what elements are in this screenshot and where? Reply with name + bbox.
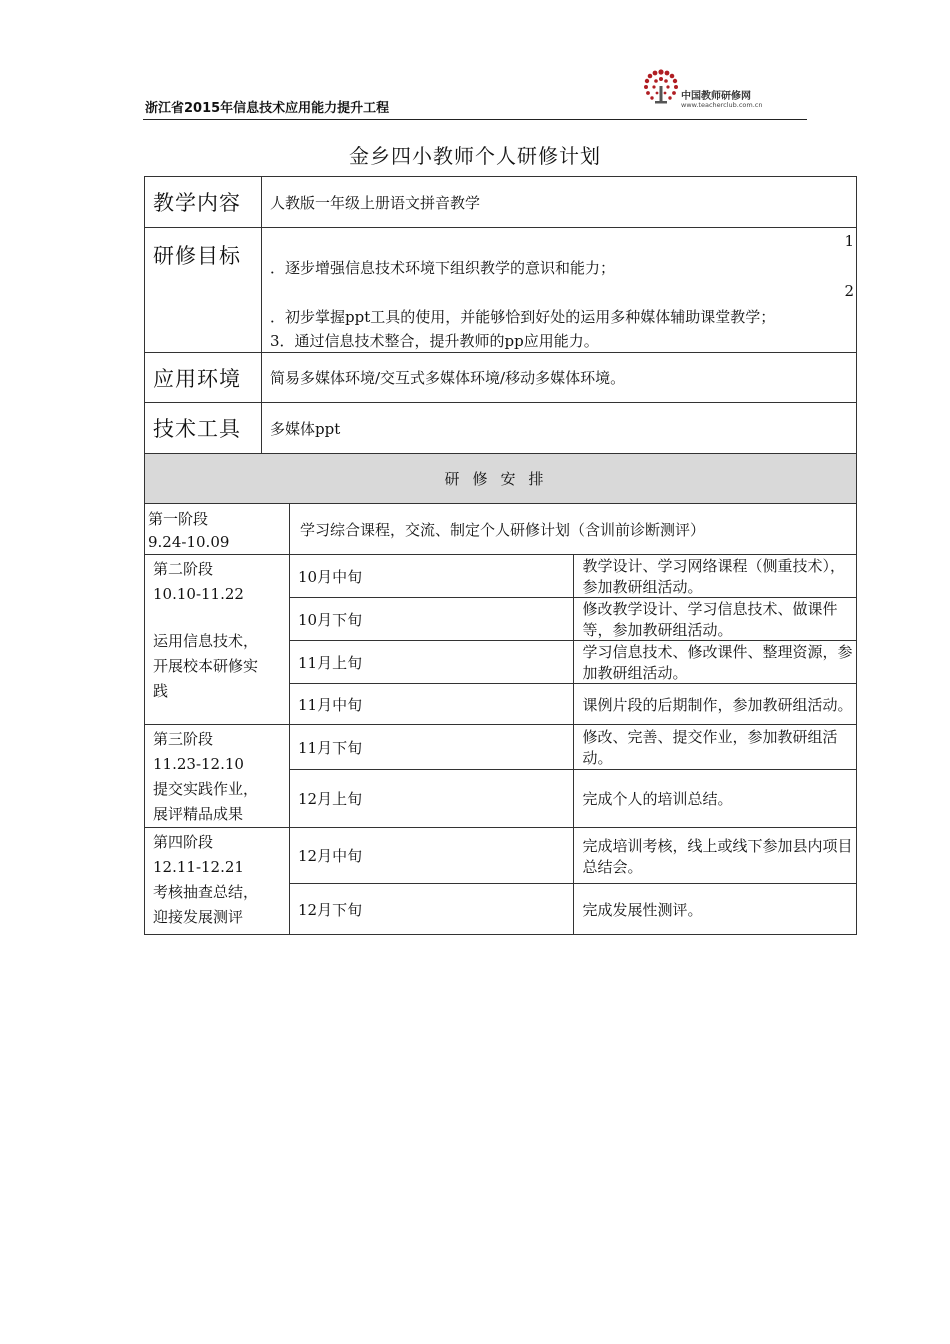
schedule-heading-row xyxy=(145,454,857,504)
environment-row xyxy=(145,353,857,403)
stage-1-name: 第一阶段 xyxy=(148,510,209,528)
goal-item: ．初步掌握ppt工具的使用，并能够恰到好处的运用多种媒体辅助课堂教学； xyxy=(270,308,776,326)
stage-2-dates: 10.10-11.22 xyxy=(153,585,244,603)
header-divider xyxy=(143,119,807,120)
tool-label: 技术工具 xyxy=(145,403,262,454)
stage-3-name: 第三阶段 xyxy=(153,730,214,748)
stage-3-cell xyxy=(145,725,290,828)
period: 12月中旬 xyxy=(290,828,574,884)
stage-3-desc: 提交实践作业， xyxy=(153,780,259,798)
stage-4-desc: 迎接发展测评 xyxy=(153,908,244,926)
header-title: 浙江省2015年信息技术应用能力提升工程 xyxy=(145,101,390,116)
plan-info-table xyxy=(144,176,857,504)
schedule-heading: 研修安排 xyxy=(145,454,857,504)
goal-number: 2 xyxy=(844,282,854,300)
period: 10月中旬 xyxy=(290,555,574,598)
stage-4-cell xyxy=(145,828,290,935)
period: 11月中旬 xyxy=(290,684,574,725)
activity: 教学设计、学习网络课程（侧重技术），参加教研组活动。 xyxy=(573,555,857,598)
stage-2-cell xyxy=(145,555,290,725)
activity: 完成发展性测评。 xyxy=(573,884,857,935)
goal-label: 研修目标 xyxy=(145,228,262,353)
stage-2-name: 第二阶段 xyxy=(153,560,214,578)
stage-1-dates: 9.24-10.09 xyxy=(148,533,230,551)
stage-2-desc: 开展校本研修实 xyxy=(153,657,259,675)
stage-2-desc: 运用信息技术， xyxy=(153,632,259,650)
activity: 课例片段的后期制作，参加教研组活动。 xyxy=(573,684,857,725)
stage-1-cell xyxy=(145,504,290,555)
activity: 完成培训考核，线上或线下参加县内项目总结会。 xyxy=(573,828,857,884)
stage-4-desc: 考核抽查总结， xyxy=(153,883,259,901)
goal-item: 3．通过信息技术整合，提升教师的pp应用能力。 xyxy=(270,332,599,350)
period: 11月上旬 xyxy=(290,641,574,684)
tool-row xyxy=(145,403,857,454)
document-title: 金乡四小教师个人研修计划 xyxy=(349,144,601,168)
stage-2-desc: 践 xyxy=(153,682,169,700)
environment-label: 应用环境 xyxy=(145,353,262,403)
period: 11月下旬 xyxy=(290,725,574,770)
table-row xyxy=(145,725,857,770)
activity: 完成个人的培训总结。 xyxy=(573,770,857,828)
table-row xyxy=(145,555,857,598)
logo-dots-icon xyxy=(639,68,683,108)
page-header xyxy=(143,68,807,120)
stage-3-desc: 展评精品成果 xyxy=(153,805,244,823)
activity: 修改教学设计、学习信息技术、做课件等，参加教研组活动。 xyxy=(573,598,857,641)
period: 12月下旬 xyxy=(290,884,574,935)
stage-1-activity: 学习综合课程，交流、制定个人研修计划（含训前诊断测评） xyxy=(290,504,857,555)
stage-1-row xyxy=(145,504,857,555)
content-row xyxy=(145,177,857,228)
logo-url: www.teacherclub.com.cn xyxy=(681,101,763,109)
goal-item: ．逐步增强信息技术环境下组织教学的意识和能力； xyxy=(270,259,616,277)
content-label: 教学内容 xyxy=(145,177,262,228)
teacherclub-logo xyxy=(639,68,789,112)
activity: 学习信息技术、修改课件、整理资源，参加教研组活动。 xyxy=(573,641,857,684)
stage-4-name: 第四阶段 xyxy=(153,833,214,851)
goal-row xyxy=(145,228,857,353)
stage-3-dates: 11.23-12.10 xyxy=(153,755,244,773)
period: 10月下旬 xyxy=(290,598,574,641)
period: 12月上旬 xyxy=(290,770,574,828)
table-row xyxy=(145,828,857,884)
environment-value: 简易多媒体环境/交互式多媒体环境/移动多媒体环境。 xyxy=(262,353,857,403)
goal-list xyxy=(262,228,857,353)
activity: 修改、完善、提交作业，参加教研组活动。 xyxy=(573,725,857,770)
goal-number: 1 xyxy=(844,232,854,250)
content-value: 人教版一年级上册语文拼音教学 xyxy=(262,177,857,228)
logo-name: 中国教师研修网 xyxy=(681,91,751,102)
tool-value: 多媒体ppt xyxy=(262,403,857,454)
stage-4-dates: 12.11-12.21 xyxy=(153,858,244,876)
schedule-table xyxy=(144,503,857,935)
